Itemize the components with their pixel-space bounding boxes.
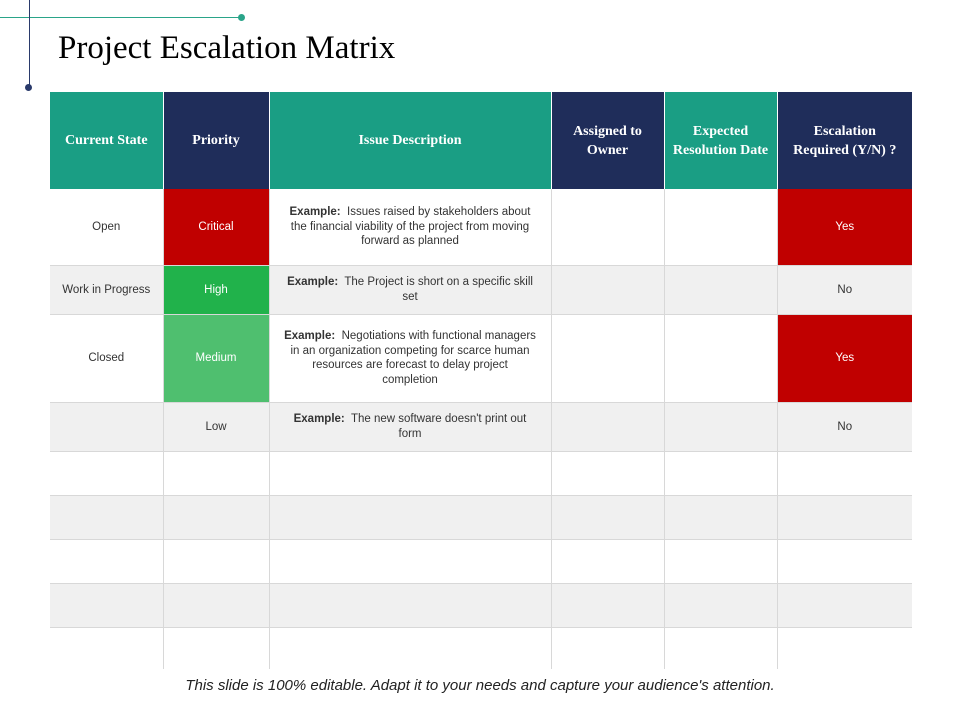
empty-cell	[777, 539, 912, 583]
cell-description	[269, 402, 551, 451]
empty-row	[50, 451, 912, 495]
table-row	[50, 265, 912, 314]
empty-cell	[50, 627, 163, 669]
header-priority: Priority	[163, 92, 269, 189]
empty-cell	[551, 495, 664, 539]
cell-priority: Medium	[163, 314, 269, 402]
decor-line-horizontal	[0, 17, 242, 18]
desc-prefix: Example:	[293, 413, 345, 425]
header-escalation-required: Escalation Required (Y/N) ?	[777, 92, 912, 189]
escalation-matrix-table	[50, 92, 912, 669]
desc-line: forward as planned	[361, 235, 459, 247]
desc-line: The Project is short on a specific skill	[344, 276, 533, 288]
header-row	[50, 92, 912, 189]
empty-cell	[50, 583, 163, 627]
cell-state: Closed	[50, 314, 163, 402]
empty-cell	[777, 627, 912, 669]
desc-line: in an organization competing for scarce human	[290, 344, 530, 357]
cell-escalation: No	[777, 265, 912, 314]
empty-cell	[269, 539, 551, 583]
empty-cell	[163, 539, 269, 583]
cell-priority: Critical	[163, 189, 269, 265]
cell-escalation: Yes	[777, 189, 912, 265]
cell-priority: High	[163, 265, 269, 314]
empty-cell	[163, 495, 269, 539]
decor-dot-navy	[25, 84, 32, 91]
cell-date	[664, 189, 777, 265]
empty-cell	[163, 451, 269, 495]
empty-cell	[664, 451, 777, 495]
table-row	[50, 402, 912, 451]
empty-cell	[777, 583, 912, 627]
empty-cell	[664, 495, 777, 539]
header-assigned-owner: Assigned to Owner	[551, 92, 664, 189]
empty-cell	[664, 583, 777, 627]
empty-cell	[777, 495, 912, 539]
desc-prefix: Example:	[284, 330, 336, 342]
empty-cell	[551, 583, 664, 627]
header-current-state: Current State	[50, 92, 163, 189]
cell-state	[50, 402, 163, 451]
decor-dot-teal	[238, 14, 245, 21]
desc-line: form	[398, 427, 422, 440]
cell-priority: Low	[163, 402, 269, 451]
desc-prefix: Example:	[287, 276, 339, 288]
empty-cell	[269, 451, 551, 495]
desc-line: Issues raised by stakeholders about	[347, 206, 531, 218]
cell-date	[664, 314, 777, 402]
cell-date	[664, 265, 777, 314]
empty-cell	[551, 451, 664, 495]
empty-cell	[269, 627, 551, 669]
table-row	[50, 314, 912, 402]
cell-state: Work in Progress	[50, 265, 163, 314]
header-issue-description: Issue Description	[269, 92, 551, 189]
cell-escalation: Yes	[777, 314, 912, 402]
empty-cell	[163, 583, 269, 627]
empty-row	[50, 539, 912, 583]
empty-row	[50, 583, 912, 627]
cell-description	[269, 314, 551, 402]
desc-line: Negotiations with functional managers	[341, 330, 536, 342]
desc-line: resources are forecast to delay project	[312, 359, 508, 371]
cell-description	[269, 189, 551, 265]
desc-line: The new software doesn't print out	[350, 413, 527, 425]
empty-cell	[777, 451, 912, 495]
empty-cell	[664, 539, 777, 583]
empty-cell	[50, 539, 163, 583]
empty-cell	[269, 495, 551, 539]
empty-cell	[269, 583, 551, 627]
desc-prefix: Example:	[289, 206, 341, 218]
footer-note: This slide is 100% editable. Adapt it to your needs and capture your audience's attention.	[185, 677, 775, 694]
cell-owner	[551, 402, 664, 451]
empty-cell	[50, 451, 163, 495]
decor-line-vertical	[29, 0, 30, 86]
page-title: Project Escalation Matrix	[58, 30, 396, 66]
cell-date	[664, 402, 777, 451]
empty-cell	[551, 539, 664, 583]
cell-owner	[551, 265, 664, 314]
empty-cell	[50, 495, 163, 539]
empty-row	[50, 495, 912, 539]
desc-line: the financial viability of the project from moving	[290, 220, 530, 233]
empty-cell	[551, 627, 664, 669]
cell-state: Open	[50, 189, 163, 265]
header-expected-resolution-date: Expected Resolution Date	[664, 92, 777, 189]
empty-cell	[664, 627, 777, 669]
cell-description	[269, 265, 551, 314]
empty-row	[50, 627, 912, 669]
empty-cell	[163, 627, 269, 669]
cell-owner	[551, 314, 664, 402]
desc-line: completion	[382, 373, 438, 386]
cell-escalation: No	[777, 402, 912, 451]
table-row	[50, 189, 912, 265]
cell-owner	[551, 189, 664, 265]
desc-line: set	[402, 290, 418, 303]
